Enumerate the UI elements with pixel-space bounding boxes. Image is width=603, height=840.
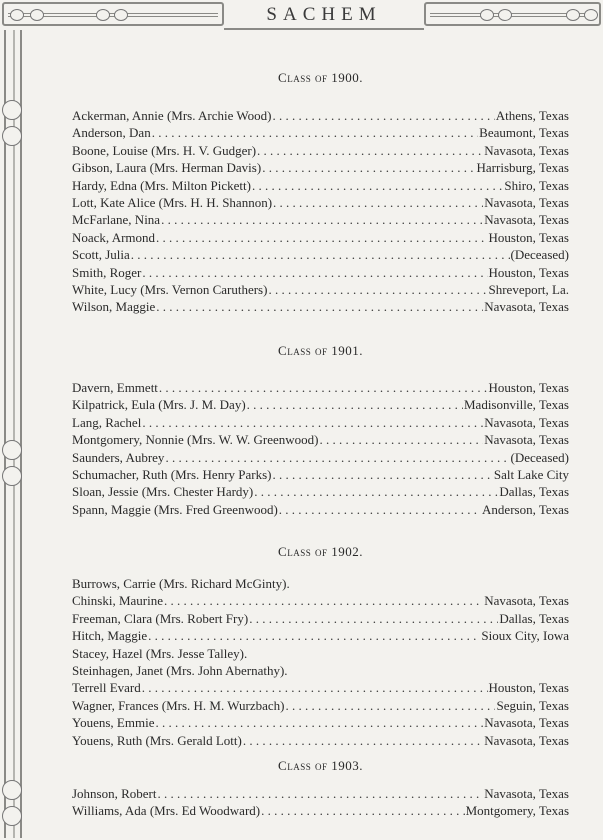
- scroll-ornament-icon: [480, 9, 494, 21]
- entry-name: Johnson, Robert: [72, 786, 157, 801]
- entry-place: (Deceased): [510, 247, 569, 263]
- entry-name: Sloan, Jessie (Mrs. Chester Hardy): [72, 484, 254, 500]
- entry-place: Navasota, Texas: [484, 212, 569, 228]
- entry-place: Houston, Texas: [488, 380, 569, 395]
- entry-name: Spann, Maggie (Mrs. Fred Greenwood): [72, 501, 278, 517]
- entry-place: Salt Lake City: [493, 467, 569, 482]
- list-item: [72, 593, 569, 611]
- knot-ornament-icon: [2, 126, 22, 146]
- entry-name: Youens, Ruth (Mrs. Gerald Lott): [72, 732, 242, 748]
- list-item: [72, 160, 569, 178]
- entry-name: Wagner, Frances (Mrs. H. M. Wurzbach): [72, 697, 285, 713]
- leader-dots: [243, 733, 483, 749]
- scroll-ornament-icon: [114, 9, 128, 21]
- entry-name: Youens, Emmie: [72, 715, 155, 731]
- leader-dots: [285, 698, 495, 714]
- list-item: [72, 611, 569, 629]
- scroll-ornament-icon: [30, 9, 44, 21]
- entry-place: Dallas, Texas: [499, 484, 569, 500]
- entry-place: Navasota, Texas: [484, 414, 569, 430]
- entry-name: Noack, Armond: [72, 229, 156, 245]
- entry-name: Chinski, Maurine: [72, 593, 163, 609]
- list-item: [72, 230, 569, 248]
- entry-place: Sioux City, Iowa: [481, 628, 569, 644]
- entry-name: Scott, Julia: [72, 247, 130, 263]
- entry-name: Montgomery, Nonnie (Mrs. W. W. Greenwood): [72, 432, 319, 448]
- leader-dots: [158, 786, 484, 802]
- section-heading: Class of 1900.: [278, 70, 363, 85]
- leader-dots: [142, 265, 487, 281]
- entry-place: Houston, Texas: [488, 229, 569, 245]
- entry-place: Athens, Texas: [495, 108, 569, 123]
- entry-name: Anderson, Dan: [72, 125, 151, 141]
- leader-dots: [152, 125, 478, 141]
- entry-name: Schumacher, Ruth (Mrs. Henry Parks): [72, 467, 272, 482]
- knot-ornament-icon: [2, 100, 22, 120]
- leader-dots: [273, 467, 493, 483]
- entry-name: Boone, Louise (Mrs. H. V. Gudger): [72, 142, 257, 158]
- knot-ornament-icon: [2, 466, 22, 486]
- list-item: [72, 125, 569, 143]
- entry-place: Houston, Texas: [488, 680, 569, 696]
- list-item: [72, 265, 569, 283]
- leader-dots: [142, 680, 488, 696]
- list-item: [72, 397, 569, 415]
- entry-place: Shreveport, La.: [488, 282, 569, 297]
- leader-dots: [257, 143, 483, 159]
- entry-name: Gibson, Laura (Mrs. Herman Davis): [72, 160, 262, 176]
- list-item: [72, 178, 569, 196]
- entry-place: Navasota, Texas: [484, 786, 569, 801]
- leader-dots: [142, 415, 483, 431]
- entry-name: Terrell Evard: [72, 680, 141, 696]
- scroll-ornament-icon: [96, 9, 110, 21]
- list-item: [72, 680, 569, 698]
- list-item: [72, 628, 569, 646]
- entry-name: Saunders, Aubrey: [72, 449, 165, 465]
- left-border-ornament: [4, 30, 22, 838]
- leader-dots: [320, 432, 484, 448]
- knot-ornament-icon: [2, 806, 22, 826]
- list-item: [72, 698, 569, 716]
- leader-dots: [262, 160, 475, 176]
- leader-dots: [156, 299, 483, 315]
- leader-dots: [268, 282, 487, 298]
- entry-place: Shiro, Texas: [504, 177, 569, 193]
- entry-place: Harrisburg, Texas: [476, 160, 569, 176]
- leader-dots: [148, 628, 480, 644]
- leader-dots: [159, 380, 488, 396]
- knot-ornament-icon: [2, 440, 22, 460]
- list-item: [72, 576, 569, 594]
- leader-dots: [156, 230, 487, 246]
- entry-name: Williams, Ada (Mrs. Ed Woodward): [72, 803, 261, 819]
- entry-name: Steinhagen, Janet (Mrs. John Abernathy).: [72, 663, 288, 678]
- entry-name: Ackerman, Annie (Mrs. Archie Wood): [72, 108, 272, 123]
- leader-dots: [165, 450, 509, 466]
- entry-name: Lang, Rachel: [72, 414, 142, 430]
- entry-place: Navasota, Texas: [484, 195, 569, 210]
- list-item: [72, 380, 569, 398]
- leader-dots: [155, 715, 483, 731]
- list-item: [72, 282, 569, 300]
- list-item: [72, 502, 569, 520]
- entry-place: Seguin, Texas: [496, 697, 569, 713]
- section-heading: Class of 1903.: [278, 758, 363, 773]
- list-item: [72, 143, 569, 161]
- entry-name: Wilson, Maggie: [72, 299, 156, 315]
- scroll-ornament-icon: [498, 9, 512, 21]
- leader-dots: [254, 484, 498, 500]
- list-item: [72, 432, 569, 450]
- entry-place: Anderson, Texas: [482, 501, 569, 517]
- list-item: [72, 715, 569, 733]
- entry-place: Navasota, Texas: [484, 715, 569, 731]
- list-item: [72, 415, 569, 433]
- leader-dots: [272, 108, 494, 124]
- scroll-ornament-icon: [566, 9, 580, 21]
- entry-place: Madisonville, Texas: [463, 397, 569, 413]
- list-item: [72, 212, 569, 230]
- entry-place: Houston, Texas: [488, 264, 569, 280]
- leader-dots: [247, 397, 463, 413]
- entry-name: Smith, Roger: [72, 264, 142, 280]
- header-ornament-right: [424, 2, 601, 26]
- entry-place: Navasota, Texas: [484, 732, 569, 748]
- scroll-ornament-icon: [584, 9, 598, 21]
- section-heading: Class of 1901.: [278, 343, 363, 358]
- leader-dots: [131, 247, 510, 263]
- leader-dots: [164, 593, 483, 609]
- leader-dots: [273, 195, 483, 211]
- entry-name: Hitch, Maggie: [72, 628, 148, 644]
- list-item: [72, 247, 569, 265]
- list-item: [72, 299, 569, 317]
- list-item: [72, 195, 569, 213]
- list-item: [72, 484, 569, 502]
- section-heading: Class of 1902.: [278, 544, 363, 559]
- scroll-ornament-icon: [10, 9, 24, 21]
- leader-dots: [161, 212, 483, 228]
- list-item: [72, 663, 569, 681]
- leader-dots: [279, 502, 481, 518]
- entry-place: Montgomery, Texas: [465, 803, 569, 819]
- entry-place: Navasota, Texas: [484, 142, 569, 158]
- entry-place: Beaumont, Texas: [479, 125, 569, 141]
- list-item: [72, 467, 569, 485]
- entry-place: Navasota, Texas: [484, 299, 569, 315]
- leader-dots: [261, 803, 464, 819]
- leader-dots: [249, 611, 498, 627]
- list-item: [72, 786, 569, 804]
- entry-name: Burrows, Carrie (Mrs. Richard McGinty).: [72, 576, 290, 591]
- entry-place: Navasota, Texas: [484, 432, 569, 448]
- entry-name: Freeman, Clara (Mrs. Robert Fry): [72, 610, 249, 626]
- header-ornament-left: [2, 2, 224, 26]
- page-title: SACHEM: [224, 0, 424, 30]
- list-item: [72, 646, 569, 664]
- entry-name: Kilpatrick, Eula (Mrs. J. M. Day): [72, 397, 246, 413]
- list-item: [72, 803, 569, 821]
- list-item: [72, 733, 569, 751]
- entry-place: (Deceased): [510, 449, 569, 465]
- entry-place: Dallas, Texas: [499, 610, 569, 626]
- entry-place: Navasota, Texas: [484, 593, 569, 609]
- leader-dots: [252, 178, 503, 194]
- entry-name: Lott, Kate Alice (Mrs. H. H. Shannon): [72, 195, 273, 210]
- list-item: [72, 108, 569, 126]
- entry-name: McFarlane, Nina: [72, 212, 161, 228]
- entry-name: Hardy, Edna (Mrs. Milton Pickett): [72, 177, 251, 193]
- entry-name: Stacey, Hazel (Mrs. Jesse Talley).: [72, 645, 248, 661]
- entry-name: White, Lucy (Mrs. Vernon Caruthers): [72, 282, 268, 297]
- list-item: [72, 450, 569, 468]
- entry-name: Davern, Emmett: [72, 380, 158, 395]
- knot-ornament-icon: [2, 780, 22, 800]
